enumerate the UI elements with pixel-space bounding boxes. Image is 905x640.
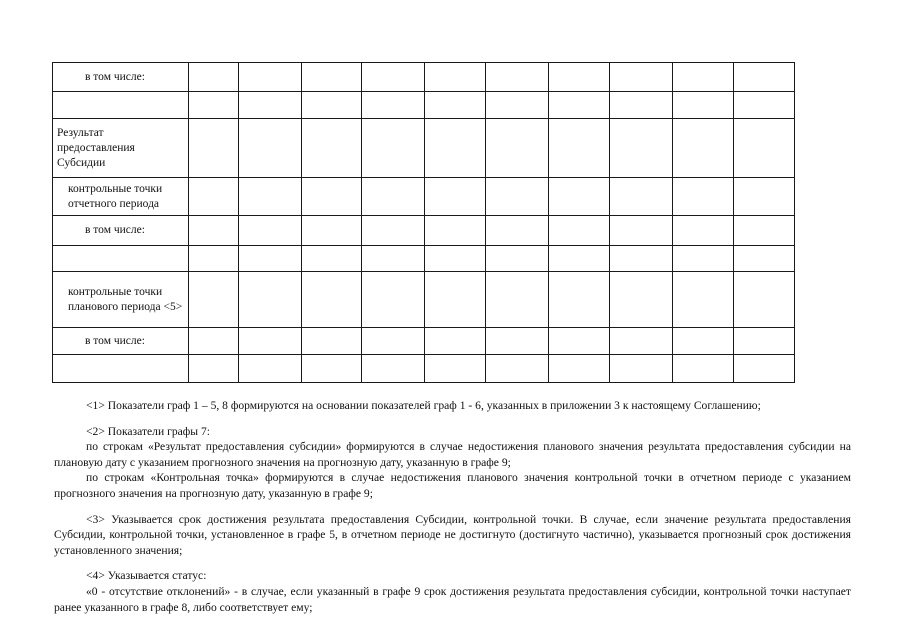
footnote-4-title: <4> Указывается статус: <box>86 569 207 583</box>
table-cell <box>549 119 610 178</box>
table-cell <box>189 63 239 92</box>
table-cell <box>362 119 425 178</box>
table-cell <box>734 246 795 272</box>
table-cell <box>362 216 425 246</box>
table-cell <box>425 328 486 355</box>
table-cell <box>189 119 239 178</box>
footnote-1: <1> Показатели граф 1 – 5, 8 формируются на основании показателей граф 1 - 6, указанных в приложении 3 к настоящему Соглашению; <box>86 399 761 412</box>
table-cell <box>734 92 795 119</box>
table-cell <box>610 216 673 246</box>
table-cell <box>549 246 610 272</box>
table-cell <box>362 272 425 328</box>
table-row <box>53 119 795 178</box>
footnote-2-checkpoint-rows: по строкам «Контрольная точка» формируются в случае недостижения планового значения контрольной точки в отчетном периоде с указанием прогнозного значения на прогнозную дату, указанную в графе 9; <box>54 471 851 500</box>
row-label-cell: в том числе: <box>53 216 189 246</box>
table-cell <box>610 246 673 272</box>
table-cell <box>239 328 302 355</box>
table-cell <box>673 272 734 328</box>
table-cell <box>189 328 239 355</box>
table-cell <box>610 355 673 383</box>
table-cell <box>486 355 549 383</box>
table-cell <box>239 92 302 119</box>
table-cell <box>486 63 549 92</box>
table-cell <box>302 92 362 119</box>
table-cell <box>486 119 549 178</box>
table-cell <box>549 272 610 328</box>
table-cell <box>673 178 734 216</box>
row-label-cell <box>53 92 189 119</box>
table-cell <box>302 178 362 216</box>
table-row <box>53 216 795 246</box>
table-row <box>53 355 795 383</box>
table-cell <box>610 178 673 216</box>
table-cell <box>486 216 549 246</box>
table-cell <box>486 328 549 355</box>
table-cell <box>486 92 549 119</box>
table-cell <box>673 216 734 246</box>
table-cell <box>610 328 673 355</box>
table-cell <box>425 63 486 92</box>
table-cell <box>734 178 795 216</box>
table-cell <box>486 272 549 328</box>
table-cell <box>549 92 610 119</box>
footnote-4-status-zero: «0 - отсутствие отклонений» - в случае, если указанный в графе 9 срок достижения результата предоставления субсидии, контрольной точки наступает ранее указанного в графе 8, либо соответствует ему; <box>54 584 851 614</box>
table-cell <box>425 355 486 383</box>
table-cell <box>189 246 239 272</box>
table-cell <box>486 246 549 272</box>
table-cell <box>302 63 362 92</box>
table-cell <box>549 216 610 246</box>
row-label-cell: контрольные точки отчетного периода <box>53 178 189 216</box>
table-cell <box>734 119 795 178</box>
table-cell <box>734 63 795 92</box>
table-cell <box>549 63 610 92</box>
row-label-cell: контрольные точки планового периода <5> <box>53 272 189 328</box>
table-row <box>53 246 795 272</box>
table-cell <box>673 355 734 383</box>
table-cell <box>425 178 486 216</box>
table-cell <box>362 355 425 383</box>
table-cell <box>734 328 795 355</box>
row-label-cell: в том числе: <box>53 63 189 92</box>
row-label-cell <box>53 246 189 272</box>
table-cell <box>734 216 795 246</box>
table-cell <box>189 355 239 383</box>
table-cell <box>189 216 239 246</box>
footnotes <box>54 398 851 615</box>
table-cell <box>239 216 302 246</box>
table-cell <box>425 246 486 272</box>
table-row <box>53 92 795 119</box>
table-cell <box>673 328 734 355</box>
report-table-body <box>53 63 795 383</box>
table-cell <box>302 328 362 355</box>
row-label-cell <box>53 355 189 383</box>
footnote-2-result-rows: по строкам «Результат предоставления субсидии» формируются в случае недостижения планового значения результата предоставления субсидии на плановую дату с указанием прогнозного значения на прогнозную дату, указанную в графе 9; <box>54 440 851 469</box>
table-cell <box>610 119 673 178</box>
table-cell <box>673 246 734 272</box>
table-cell <box>362 178 425 216</box>
table-cell <box>189 178 239 216</box>
table-cell <box>302 216 362 246</box>
table-cell <box>673 92 734 119</box>
table-cell <box>425 216 486 246</box>
footnote-2-title: <2> Показатели графы 7: <box>86 424 210 438</box>
table-cell <box>239 355 302 383</box>
row-label-cell: в том числе: <box>53 328 189 355</box>
table-cell <box>302 246 362 272</box>
table-cell <box>239 63 302 92</box>
table-cell <box>610 92 673 119</box>
table-cell <box>362 63 425 92</box>
report-table <box>52 62 795 383</box>
table-cell <box>239 178 302 216</box>
table-cell <box>239 119 302 178</box>
table-cell <box>362 246 425 272</box>
table-cell <box>610 272 673 328</box>
table-row <box>53 63 795 92</box>
table-cell <box>362 328 425 355</box>
table-cell <box>189 272 239 328</box>
row-label-cell: Результат предоставления Субсидии <box>53 119 189 178</box>
table-cell <box>239 272 302 328</box>
table-cell <box>734 272 795 328</box>
table-cell <box>549 328 610 355</box>
table-row <box>53 272 795 328</box>
table-cell <box>549 355 610 383</box>
table-cell <box>549 178 610 216</box>
table-cell <box>486 178 549 216</box>
table-cell <box>189 92 239 119</box>
table-cell <box>425 92 486 119</box>
table-cell <box>673 63 734 92</box>
table-cell <box>610 63 673 92</box>
footnote-3: <3> Указывается срок достижения результата предоставления Субсидии, контрольной точки. В случае, если значение результата предоставления Субсидии, контрольной точки, установленное в графе 5, в отчетном периоде не достигнуто (достигнуто частично), указывается прогнозный срок достижения установленного значения; <box>54 512 851 557</box>
table-row <box>53 178 795 216</box>
table-cell <box>302 119 362 178</box>
table-cell <box>673 119 734 178</box>
table-cell <box>239 246 302 272</box>
table-cell <box>734 355 795 383</box>
table-cell <box>362 92 425 119</box>
table-cell <box>302 355 362 383</box>
table-cell <box>425 272 486 328</box>
table-cell <box>425 119 486 178</box>
table-cell <box>302 272 362 328</box>
table-row <box>53 328 795 355</box>
